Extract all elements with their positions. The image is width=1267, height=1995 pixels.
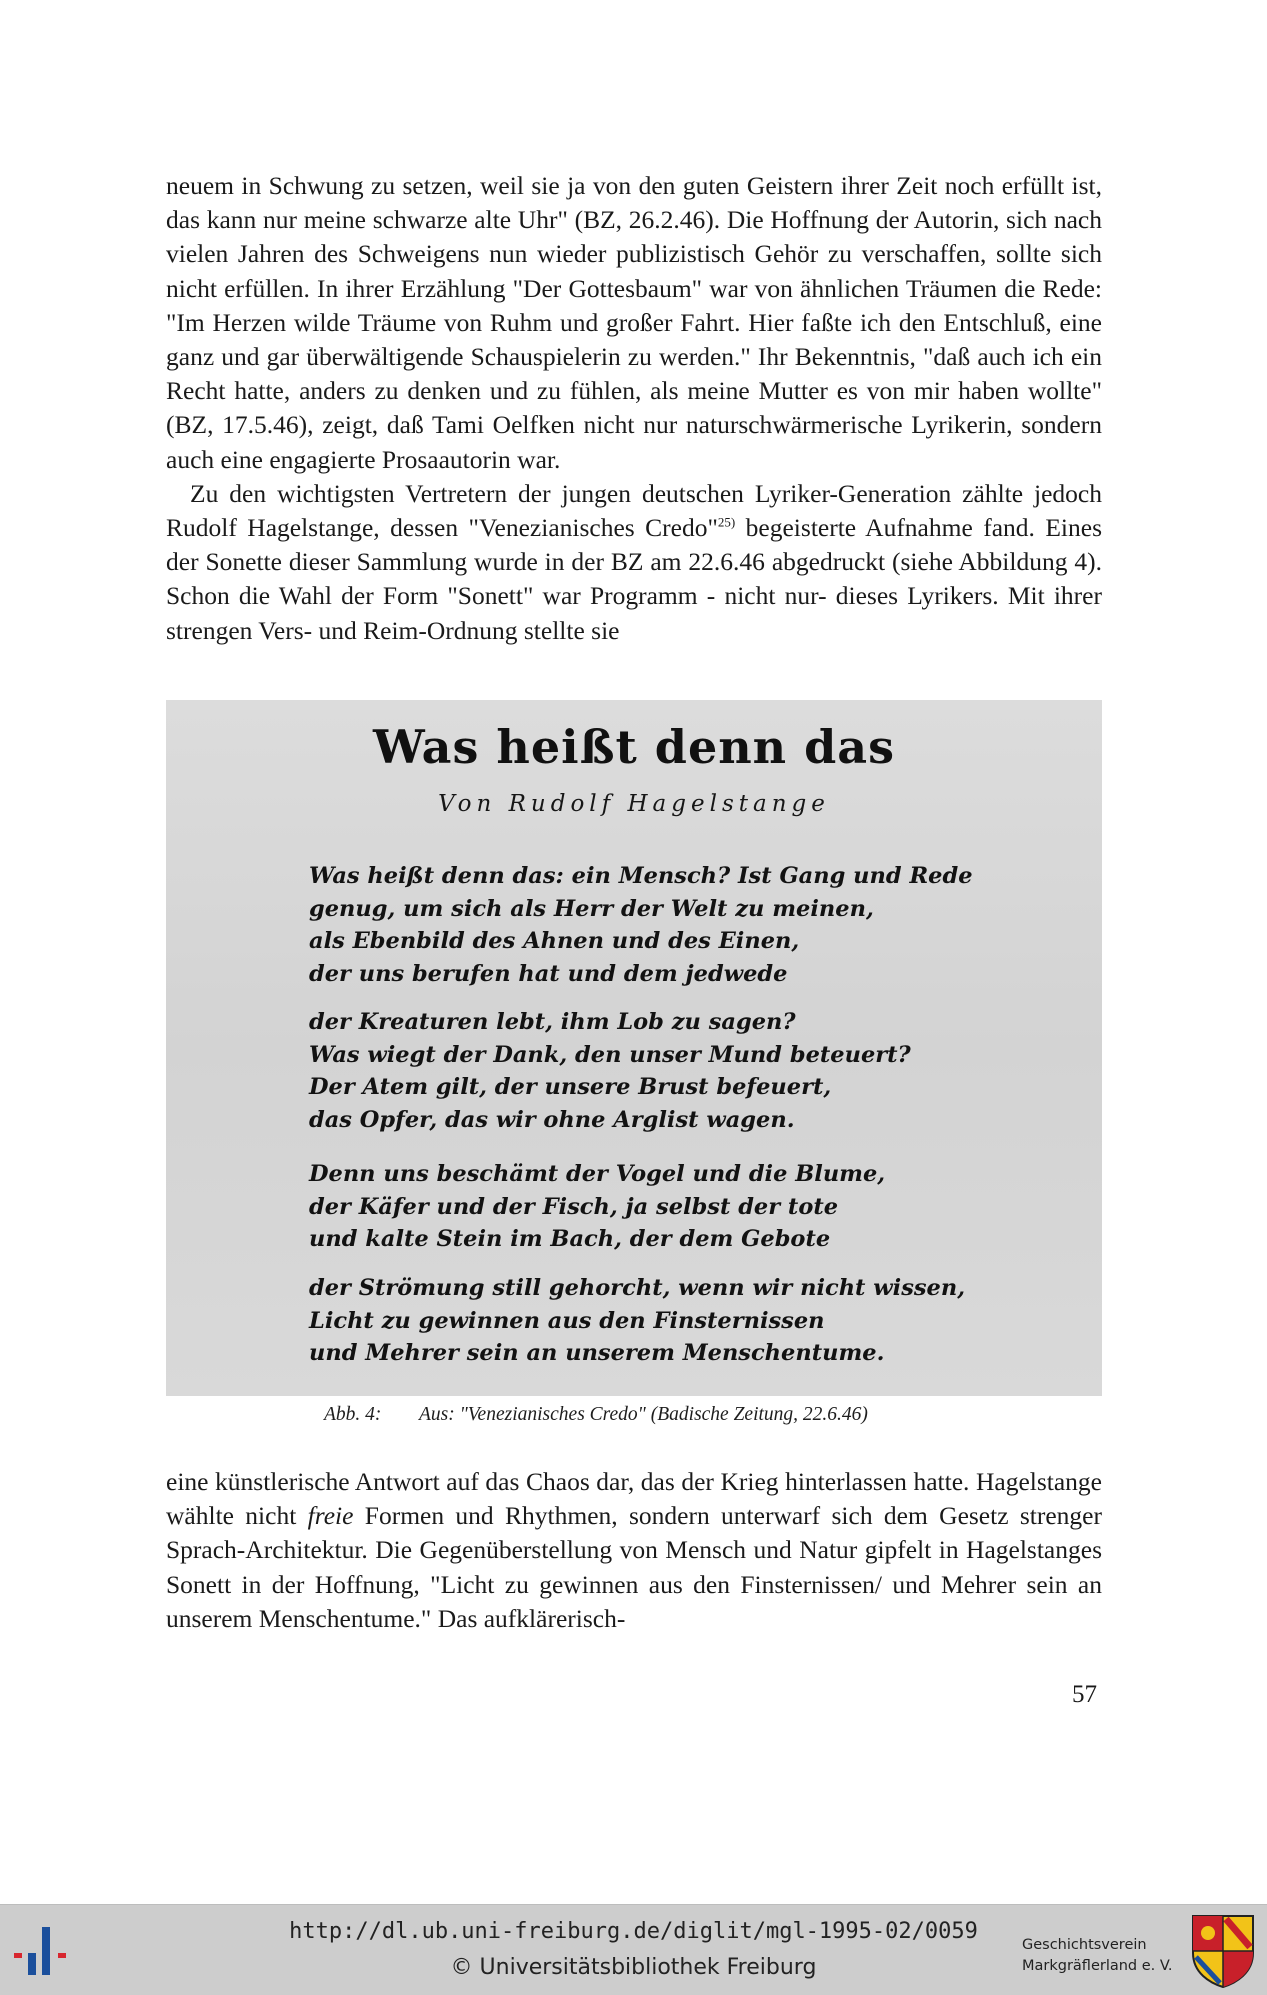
poem-line: der uns berufen hat und dem jedwede bbox=[309, 960, 788, 987]
poem-stanza-3 bbox=[309, 1158, 1029, 1256]
body-text-bottom bbox=[166, 1465, 1102, 1636]
poem-line: der Strömung still gehorcht, wenn wir nicht wissen, bbox=[309, 1275, 966, 1301]
poem-stanza-1 bbox=[309, 860, 1029, 990]
figure-sonnet-clipping bbox=[166, 700, 1102, 1396]
poem-line: Was wiegt der Dank, den unser Mund beteuert? bbox=[309, 1041, 911, 1068]
poem-line: genug, um sich als Herr der Welt zu meinen, bbox=[309, 895, 874, 922]
poem-line: das Opfer, das wir ohne Arglist wagen. bbox=[309, 1106, 795, 1133]
emphasized-word: freie bbox=[307, 1501, 354, 1531]
paragraph-text-after-footnote: begeisterte Aufnahme fand. Eines der Sonette dieser Sammlung wurde in der BZ am 22.6.46 abgedruckt (siehe Abbildung 4). Schon die Wahl der Form "Sonett" war Programm - nicht nur- dieses Lyrikers. Mit ihrer strengen Vers- und Reim-Ordnung stellte sie bbox=[166, 513, 1102, 645]
poem-line: Der Atem gilt, der unsere Brust befeuert, bbox=[309, 1074, 832, 1100]
paragraph-oelfken: neuem in Schwung zu setzen, weil sie ja von den guten Geistern ihrer Zeit noch erfüllt ist, das kann nur meine schwarze alte Uhr" (BZ, 26.2.46). Die Hoffnung der Autorin, sich nach vielen Jahren des Schweigens nun wieder publizistisch Gehör zu verschaffen, sollte sich nicht erfüllen. In ihrer Erzählung "Der Gottesbaum" war von ähnlichen Träumen die Rede: "Im Herzen wilde Träume von Ruhm und großer Fahrt. Hier faßte ich den Entschluß, eine ganz und gar überwältigende Schauspielerin zu werden." Ihr Bekenntnis, "daß auch ich ein Recht hatte, anders zu denken und zu fühlen, als meine Mutter es von mir haben wollte" (BZ, 17.5.46), zeigt, daß Tami Oelfken nicht nur naturschwärmerische Lyrikerin, sondern auch eine engagierte Prosaautorin war. bbox=[166, 171, 1102, 474]
paragraph-text: eine künstlerische Antwort auf das Chaos dar, das der Krieg hinterlassen hatte. Hagelstange wählte nicht bbox=[166, 1467, 1102, 1531]
poem-title: Was heißt denn das bbox=[373, 720, 895, 774]
poem-line: als Ebenbild des Ahnen und des Einen, bbox=[309, 928, 800, 954]
society-name-line-1: Geschichtsverein bbox=[1022, 1937, 1147, 1953]
paragraph-text: Formen und Rhythmen, sondern unterwarf sich dem Gesetz strenger Sprach-Architektur. Die Gegenüberstellung von Mensch und Natur gipfelt in Hagelstanges Sonett in der Hoffnung, "Licht zu gewinnen aus den Finsternissen/ und Mehrer sein an unserem Menschentume." Das aufklärerisch- bbox=[166, 1501, 1102, 1633]
paragraph-conclusion bbox=[166, 1465, 1102, 1636]
poem-line: Denn uns beschämt der Vogel und die Blume, bbox=[309, 1161, 886, 1187]
poem-line: der Käfer und der Fisch, ja selbst der tote bbox=[309, 1193, 839, 1220]
document-url-link[interactable]: http://dl.ub.uni-freiburg.de/diglit/mgl-1995-02/0059 bbox=[289, 1919, 978, 1944]
poem-stanza-4 bbox=[309, 1272, 1029, 1370]
poem-author: Von Rudolf Hagelstange bbox=[438, 791, 830, 817]
poem-line: Was heißt denn das: ein Mensch? Ist Gang und Rede bbox=[309, 863, 973, 889]
figure-caption-label: Abb. 4: bbox=[324, 1404, 382, 1425]
paragraph-hagelstange bbox=[166, 477, 1102, 648]
page-number: 57 bbox=[1072, 1681, 1097, 1708]
society-name-line-2: Markgräflerland e. V. bbox=[1022, 1958, 1173, 1974]
figure-caption-text: Aus: "Venezianisches Credo" (Badische Zeitung, 22.6.46) bbox=[419, 1404, 868, 1425]
poem-stanza-2 bbox=[309, 1006, 1029, 1136]
poem-line: und Mehrer sein an unserem Menschentume. bbox=[309, 1340, 885, 1366]
society-name bbox=[1022, 1935, 1173, 1977]
viewer-footer-bar bbox=[0, 1904, 1267, 1995]
poem-line: der Kreaturen lebt, ihm Lob zu sagen? bbox=[309, 1009, 796, 1035]
body-text-top bbox=[166, 169, 1102, 648]
copyright-notice: © Universitätsbibliothek Freiburg bbox=[450, 1955, 817, 1980]
paragraph-text-before-footnote: Zu den wichtigsten Vertretern der jungen deutschen Lyriker-Generation zählte jedoch Rudolf Hagelstange, dessen "Venezianisches Credo" bbox=[166, 478, 1102, 543]
poem-line: und kalte Stein im Bach, der dem Gebote bbox=[309, 1226, 831, 1252]
coat-of-arms-icon bbox=[1190, 1913, 1256, 1989]
poem-line: Licht zu gewinnen aus den Finsternissen bbox=[309, 1307, 825, 1334]
footnote-reference[interactable]: 25) bbox=[717, 514, 736, 530]
